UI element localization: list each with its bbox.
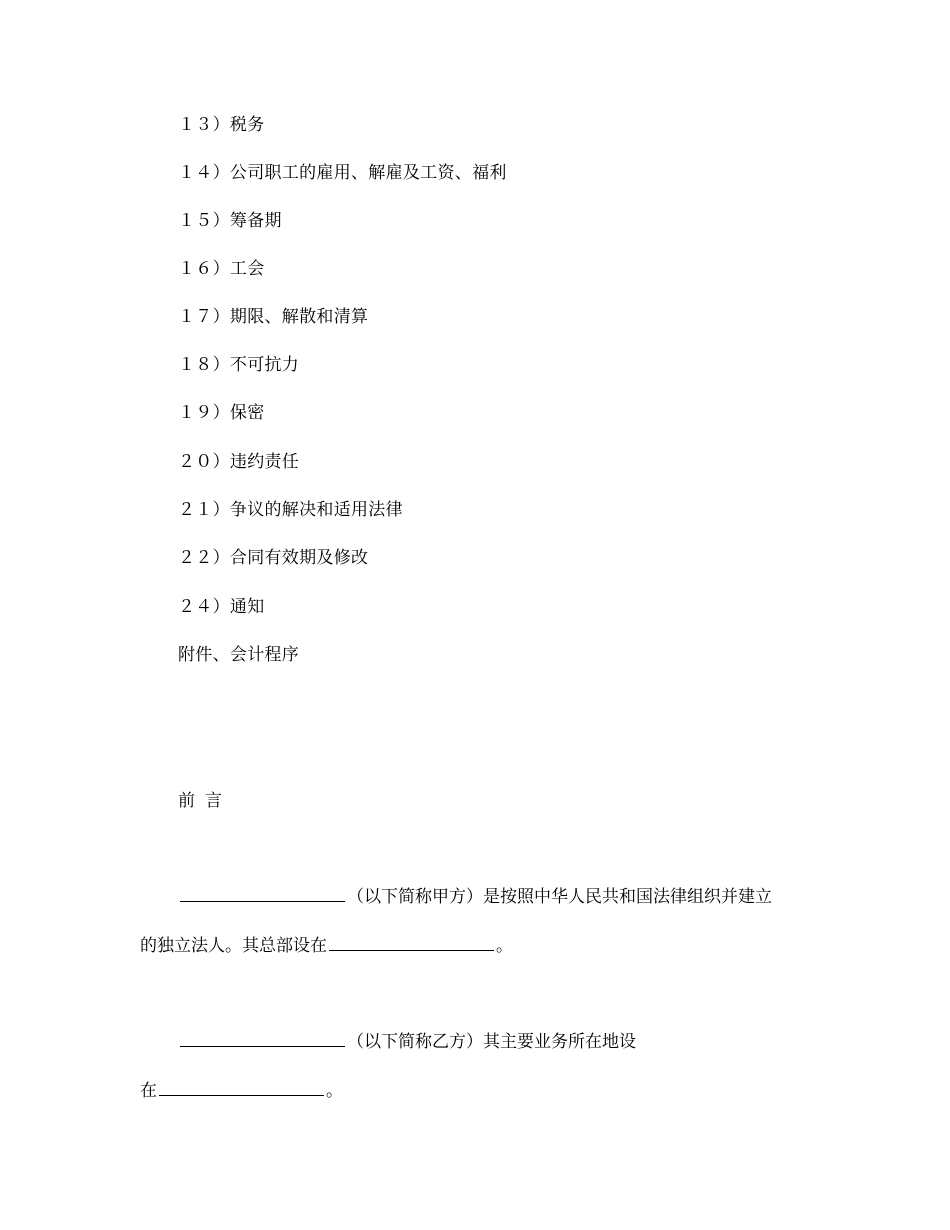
toc-item: １４）公司职工的雇用、解雇及工资、福利 — [178, 163, 507, 183]
party-b-line-1 — [178, 1031, 636, 1053]
party-b-location-blank — [159, 1081, 324, 1096]
party-b-line-2-prefix: 在 — [140, 1081, 157, 1101]
party-a-line-2 — [140, 935, 513, 957]
toc-item: ２１）争议的解决和适用法律 — [178, 500, 403, 520]
party-b-line-2-suffix: 。 — [326, 1081, 343, 1101]
party-b-line-1-text: （以下简称乙方）其主要业务所在地设 — [347, 1032, 636, 1052]
party-a-line-2-suffix: 。 — [496, 936, 513, 956]
toc-item: ２２）合同有效期及修改 — [178, 548, 369, 568]
toc-item: 附件、会计程序 — [178, 645, 300, 665]
party-a-line-2-prefix: 的独立法人。其总部设在 — [140, 936, 327, 956]
toc-item: １３）税务 — [178, 115, 265, 135]
party-a-line-1-text: （以下简称甲方）是按照中华人民共和国法律组织并建立 — [347, 887, 772, 907]
toc-item: ２４）通知 — [178, 597, 265, 617]
party-b-line-2 — [140, 1080, 343, 1102]
toc-item: ２０）违约责任 — [178, 452, 300, 472]
toc-item: １８）不可抗力 — [178, 355, 300, 375]
toc-item: １７）期限、解散和清算 — [178, 307, 369, 327]
party-a-name-blank — [180, 887, 345, 902]
toc-item: １９）保密 — [178, 403, 265, 423]
toc-item: １６）工会 — [178, 259, 265, 279]
party-a-line-1 — [178, 886, 772, 908]
toc-item: １５）筹备期 — [178, 211, 282, 231]
preface-heading: 前言 — [178, 791, 232, 811]
party-b-name-blank — [180, 1032, 345, 1047]
party-a-hq-blank — [329, 936, 494, 951]
